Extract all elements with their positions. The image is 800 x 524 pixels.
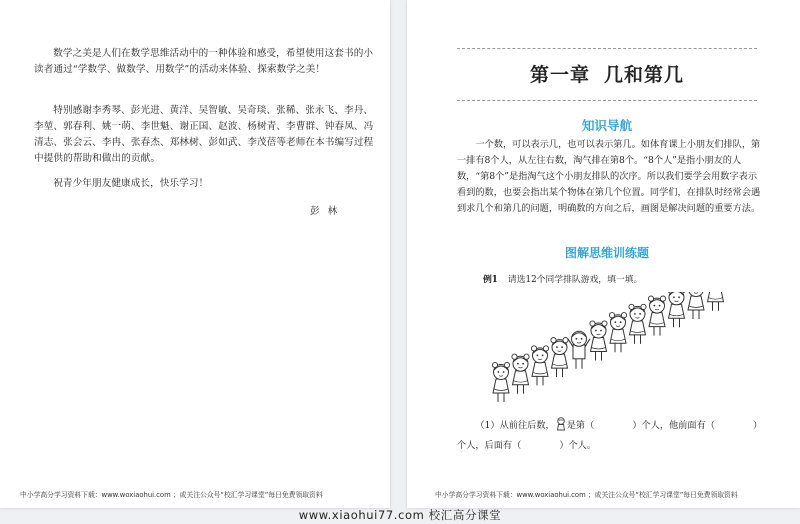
kid-figure [629,304,646,344]
kid-figure [531,346,548,386]
kid-figure [687,292,704,319]
site-watermark: www.xiaohui77.com 校汇高分课堂 [298,508,502,522]
kid-figure [492,362,509,402]
chapter-name: 几和第几 [604,64,685,86]
chapter-title [457,60,757,87]
question-1: （1）从前往后数， 是第（ ）个人，他前面有（ ）个人，后面有（ ）个人。 [457,416,767,456]
acknowledgement-paragraph: 特别感谢李秀琴、彭光进、黄洋、吴智敏、吴奇琰、张稀、张永飞、李丹、李堃、郭春利、姚一萌、李世魁、谢正国、赵波、杨树青、李曹群、钟春凤、冯清志、张会云、李冉、张春杰、郑林树、彭如武、李茂蓓等老师在本书编写过程中提供的帮助和做出的贡献。 [34,105,374,164]
training-heading: 图解思维训练题 [564,246,649,260]
preface-paragraph: 数学之美是人们在数学思维活动中的一种体验和感受，希望使用这套书的小读者通过“学数学、做数学、用数学”的活动来体验、探索数学之美！ [34,48,374,75]
knowledge-body: 一个数，可以表示几，也可以表示第几。如体育课上小朋友们排队，第一排有8个人，从左往右数，淘气排在第8个。“8个人”是指小朋友的人数，“第8个”是指淘气这个小朋友排队的次序。所以我们要学会用数字表示看到的数，也要会指出某个物体在第几个位置。同学们，在排队时经常会遇到求几个和第几的问题，明确数的方向之后，画图是解决问题的重要方法。 [457,139,761,214]
example-text: 请选12个同学排队游戏，填一填。 [507,275,643,285]
page-footer: 中小学高分学习资料下载：www.woxiaohui.com ；或关注公众号“校汇学习课堂”每日免费领取资料 [20,491,323,499]
kid-figure [648,296,665,336]
chapter-number: 第一章 [529,64,590,86]
example-label: 例1 [483,275,498,285]
kid-figure [512,354,529,394]
kids-queue-illustration [487,292,747,406]
chapter-divider-bottom [457,100,757,101]
kid-figure [707,292,724,311]
kid-figure [609,313,626,353]
chapter-divider-top [457,48,757,49]
example-line [483,272,642,285]
kid-figure [668,292,685,327]
knowledge-heading: 知识导航 [581,118,632,133]
kid-figure [551,338,568,378]
author-signature: 彭林 [310,206,346,217]
kid-figure [568,331,590,369]
kid-figure [590,321,607,361]
page-footer: 中小学高分学习资料下载：www.woxiaohui.com ；或关注公众号“校汇学习课堂”每日免费领取资料 [435,491,738,499]
small-kid-icon [555,417,567,431]
left-page [0,0,390,508]
wishes-paragraph: 祝青少年朋友健康成长，快乐学习！ [53,178,209,189]
right-page [407,0,800,508]
